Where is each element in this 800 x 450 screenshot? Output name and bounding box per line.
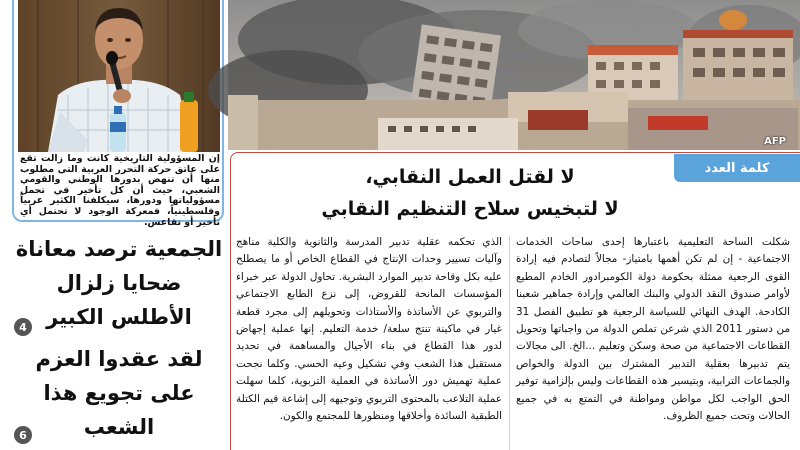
- article-column-right: شكلت الساحة التعليمية باعتبارها إحدى ساحات الخدمات الاجتماعية - إن لم تكن أهمها بامتياز- مجالاً لتصادم فيه إرادة القوى الرجعية ممثلة بحكومة دولة الكومبرادور الخادم المطيع لأوامر صندوق النقد الدولي والبنك العالمي وإرادة جماهير شعبنا الكادحة. الهدف النهائي للسياسة الرجعية هو تطبيق الفصل 31 من دستور 2011 الذي شرعن تملص الدولة من واجباتها وتحويل القطاعات الاجتماعية من صحة وسكن وتعليم ...الخ. الى مجالات يتم تدبيرها بعقلية التدبير المشترك بين الدولة والخواص والجماعات الترابية، وبتيسير هذه القطاعات وليس بإلزامية توفير الحق الواجب لكل مواطن ومواطنة في التمتع به في جميع الحالات وتحت جميع الظروف.: [516, 236, 791, 423]
- article-title-line1: لا لقتل العمل النقابي،: [365, 166, 575, 188]
- headline-earthquake[interactable]: الجمعية ترصد معاناة ضحايا زلزال الأطلس الكبير: [15, 237, 223, 329]
- headline-starvation[interactable]: لقد عقدوا العزم على تجويع هذا الشعب: [35, 347, 203, 439]
- bombing-photo: [228, 0, 800, 150]
- portrait-caption: إن المسؤولية التاريخية كانت وما زالت تقع على عاتق حركة التحرر العربية التي مطلوب منها أن تنهض بدورها الوطني والقومي الشعبي، حيث أن كل تأخير في تحمل مسؤولياتها ودورها، سيكلفنا الكثير عربياً وفلسطينياً، فمعركة الوجود لا تحتمل أي تأخير أو تقاعس.: [20, 153, 220, 228]
- speaker-portrait-image: [18, 0, 220, 152]
- article-title-line2: لا لتبخيس سلاح التنظيم النقابي: [321, 198, 619, 220]
- bombing-photo-image: [228, 0, 800, 150]
- article-column-left: الذي تحكمه عقلية تدبير المدرسة والثانوية والكلية مناهج وآليات تسيير وحدات الإنتاج في القطاع الخاص أو ما يصطلح عليه بكل وقاحة تدبير الموارد البشرية. تحاول الدولة عبر خبراء المؤسسات المانحة للقروض، إلى نزع الطابع الاجتماعي والتربوي عن الأساتذة والأستاذات وتحويلهم إلى مجرد قطعة غيار في ماكينة تنتج سلعة/ خدمة التعليم. إنها عملية إجهاض لدور هذا القطاع في بناء الأجيال والمساهمة في تحديد مستقبل هذا الشعب وفي تشكيل وعيه الحسي. وكلما نجحت عملية تهميش دور الأساتذة في العملية التربوية، كلما سهلت عملية التلاعب بالمحتوى التربوي وتوجيهه إلى إشاعة قيم الكتلة الطبقية السائدة وأخلاقها ومنظورها للمجتمع والكون.: [236, 236, 502, 423]
- portrait-box: [12, 0, 224, 228]
- column-divider: [509, 236, 510, 450]
- photo-credit: AFP: [764, 136, 786, 147]
- section-tab[interactable]: كلمة العدد: [674, 154, 800, 182]
- page-number-badge: 4: [14, 318, 32, 336]
- page-number-badge: 6: [14, 426, 32, 444]
- speaker-portrait: [18, 0, 220, 152]
